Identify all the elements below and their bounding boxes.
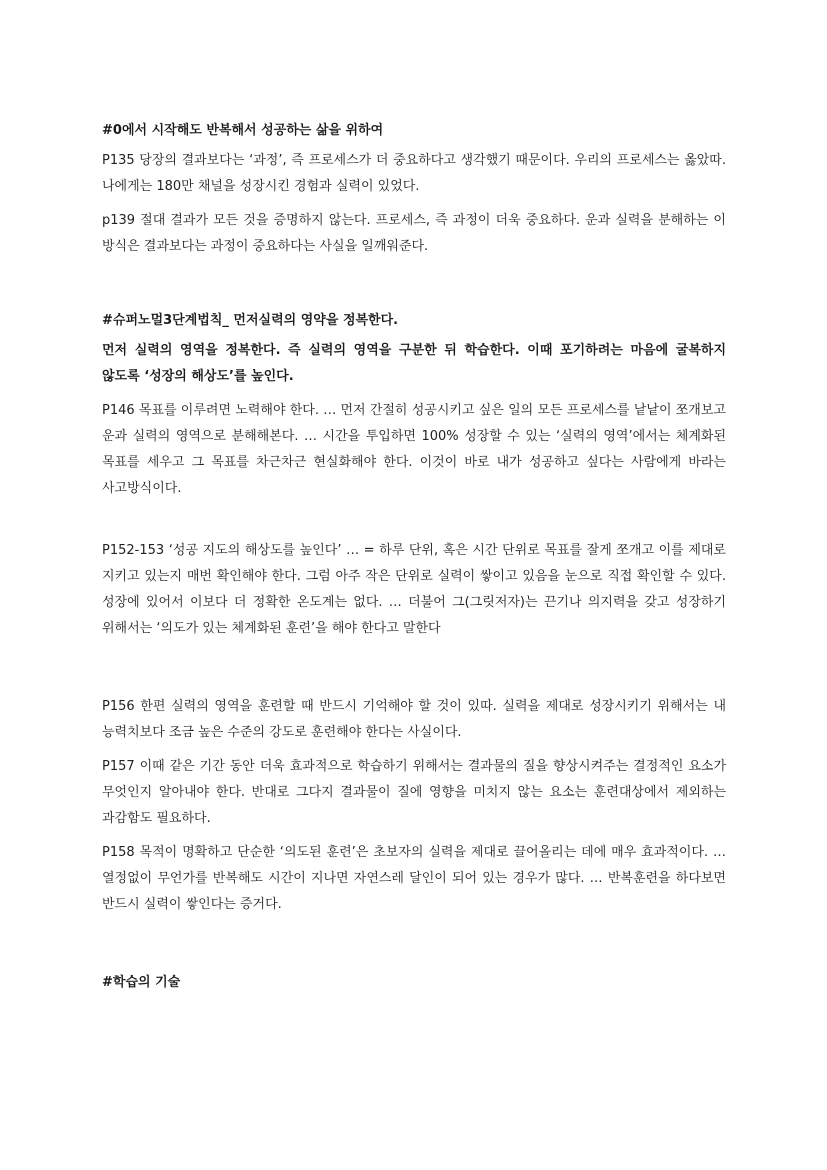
document-page (102, 118, 726, 1000)
spacer (102, 268, 726, 308)
paragraph-p135: P135 당장의 결과보다는 ‘과정’, 즉 프로세스가 더 중요하다고 생각했기 때문이다. 우리의 프로세스는 옳았따. 나에게는 180만 채널을 성장시킨 경험과 실력이 있었다. (102, 153, 726, 194)
paragraph-p157: P157 이때 같은 기간 동안 더욱 효과적으로 학습하기 위해서는 결과물의 질을 향상시켜주는 결정적인 요소가 무엇인지 알아내야 한다. 반대로 그다지 결과물이 질에 영향을 미치지 않는 요소는 훈련대상에서 제외하는 과감함도 필요하다. (102, 759, 726, 826)
paragraph-lead-bold: 먼저 실력의 영역을 정복한다. 즉 실력의 영역을 구분한 뒤 학습한다. 이때 포기하려는 마음에 굴복하지 않도록 ‘성장의 해상도’를 높인다. (102, 343, 726, 384)
paragraph-p146: P146 목표를 이루려면 노력해야 한다. … 먼저 간절히 성공시키고 싶은 일의 모든 프로세스를 낱낱이 쪼개보고 운과 실력의 영역으로 분해해본다. … 시간을 투입하면 100% 성장할 수 있는 ‘실력의 영역’에서는 체계화된 목표를 세우고 그 목표를 차근차근 현실화해야 한다. 이것이 바로 내가 성공하고 싶다는 사람에게 바라는 사고방식이다. (102, 403, 726, 496)
spacer (102, 650, 726, 694)
section-heading-start-over: #0에서 시작해도 반복해서 성공하는 삶을 위하여 (102, 123, 384, 138)
section-heading-supernormal: #슈퍼노멀3단계법칙_ 먼저실력의 영약을 정복한다. (102, 313, 399, 328)
paragraph-p152-153: P152-153 ‘성공 지도의 해상도를 높인다’ … = 하루 단위, 혹은 시간 단위로 목표를 잘게 쪼개고 이를 제대로 지키고 있는지 매번 확인해야 한다. 그럼 아주 작은 단위로 실력이 쌓이고 있음을 눈으로 직접 확인할 수 있다. 성장에 있어서 이보다 더 정확한 온도계는 없다. … 더불어 그(그릿저자)는 끈기나 의지력을 갖고 성장하기 위해서는 ‘의도가 있는 체계화된 훈련’을 해야 한다고 말한다 (102, 543, 726, 636)
paragraph-p156: P156 한편 실력의 영역을 훈련할 때 반드시 기억해야 할 것이 있따. 실력을 제대로 성장시키기 위해서는 내 능력치보다 조금 높은 수준의 강도로 훈련해야 한다는 사실이다. (102, 699, 726, 740)
section-heading-learning-skills: #학습의 기술 (102, 975, 181, 990)
spacer (102, 926, 726, 970)
spacer (102, 510, 726, 538)
paragraph-p158: P158 목적이 명확하고 단순한 ‘의도된 훈련’은 초보자의 실력을 제대로 끌어올리는 데에 매우 효과적이다. … 열정없이 무언가를 반복해도 시간이 지나면 자연스레 달인이 되어 있는 경우가 많다. … 반복훈련을 하다보면 반드시 실력이 쌓인다는 증거다. (102, 845, 726, 912)
paragraph-p139: p139 절대 결과가 모든 것을 증명하지 않는다. 프로세스, 즉 과정이 더욱 중요하다. 운과 실력을 분해하는 이 방식은 결과보다는 과정이 중요하다는 사실을 일깨워준다. (102, 213, 726, 254)
